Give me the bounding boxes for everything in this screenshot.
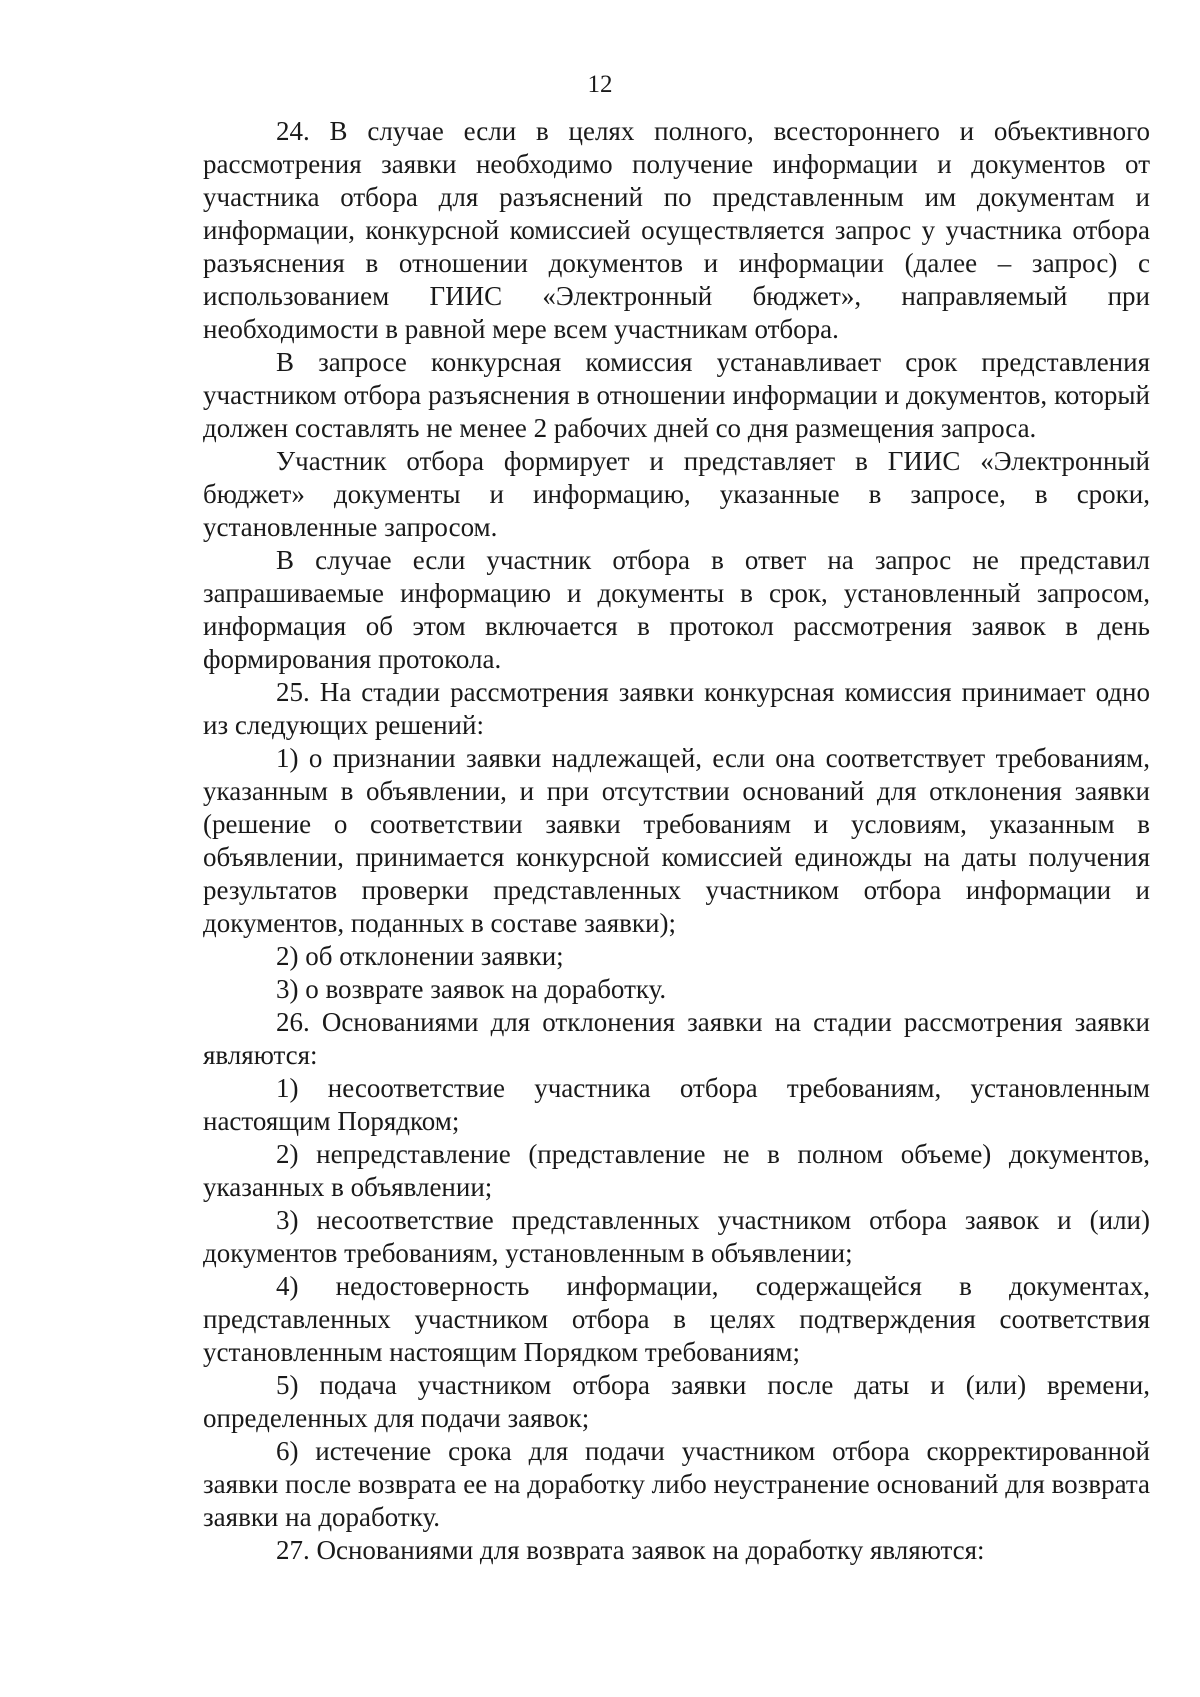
list-item-25-2: 2) об отклонении заявки; (276, 941, 564, 971)
paragraph-24: 24. В случае если в целях полного, всестороннего и объективного рассмотрения заявки необходимо получение информации и документов от участника отбора для разъяснений по представленным им документам и информации, конкурсной комиссией осуществляется запрос у участника отбора разъяснения в отношении документов и информации (далее – запрос) с использованием ГИИС «Электронный бюджет», направляемый при необходимости в равной мере всем участникам отбора. (203, 116, 1150, 344)
list-item-26-3: 3) несоответствие представленных участником отбора заявок и (или) документов требованиям, установленным в объявлении; (203, 1205, 1150, 1268)
paragraph-not-submitted: В случае если участник отбора в ответ на запрос не представил запрашиваемые информацию и документы в срок, установленный запросом, информация об этом включается в протокол рассмотрения заявок в день формирования протокола. (203, 545, 1150, 674)
document-body (203, 115, 1150, 1567)
list-item-26-4: 4) недостоверность информации, содержащейся в документах, представленных участником отбора в целях подтверждения соответствия установленным настоящим Порядком требованиям; (203, 1271, 1150, 1367)
list-item-26-1: 1) несоответствие участника отбора требованиям, установленным настоящим Порядком; (203, 1073, 1150, 1136)
list-item-26-2: 2) непредставление (представление не в полном объеме) документов, указанных в объявлении; (203, 1139, 1150, 1202)
list-item-26-6: 6) истечение срока для подачи участником отбора скорректированной заявки после возврата ее на доработку либо неустранение оснований для возврата заявки на доработку. (203, 1436, 1150, 1532)
list-item-25-3: 3) о возврате заявок на доработку. (276, 974, 667, 1004)
paragraph-26: 26. Основаниями для отклонения заявки на стадии рассмотрения заявки являются: (203, 1007, 1150, 1070)
paragraph-request-deadline: В запросе конкурсная комиссия устанавливает срок представления участником отбора разъяснения в отношении информации и документов, который должен составлять не менее 2 рабочих дней со дня размещения запроса. (203, 347, 1150, 443)
list-item-26-5: 5) подача участником отбора заявки после даты и (или) времени, определенных для подачи заявок; (203, 1370, 1150, 1433)
paragraph-27: 27. Основаниями для возврата заявок на доработку являются: (276, 1535, 985, 1565)
paragraph-25: 25. На стадии рассмотрения заявки конкурсная комиссия принимает одно из следующих решений: (203, 677, 1150, 740)
list-item-25-1: 1) о признании заявки надлежащей, если она соответствует требованиям, указанным в объявлении, и при отсутствии оснований для отклонения заявки (решение о соответствии заявки требованиям и условиям, указанным в объявлении, принимается конкурсной комиссией единожды на даты получения результатов проверки представленных участником отбора информации и документов, поданных в составе заявки); (203, 743, 1150, 938)
page-number: 12 (587, 71, 613, 98)
paragraph-participant-submits: Участник отбора формирует и представляет в ГИИС «Электронный бюджет» документы и информацию, указанные в запросе, в сроки, установленные запросом. (203, 446, 1150, 542)
